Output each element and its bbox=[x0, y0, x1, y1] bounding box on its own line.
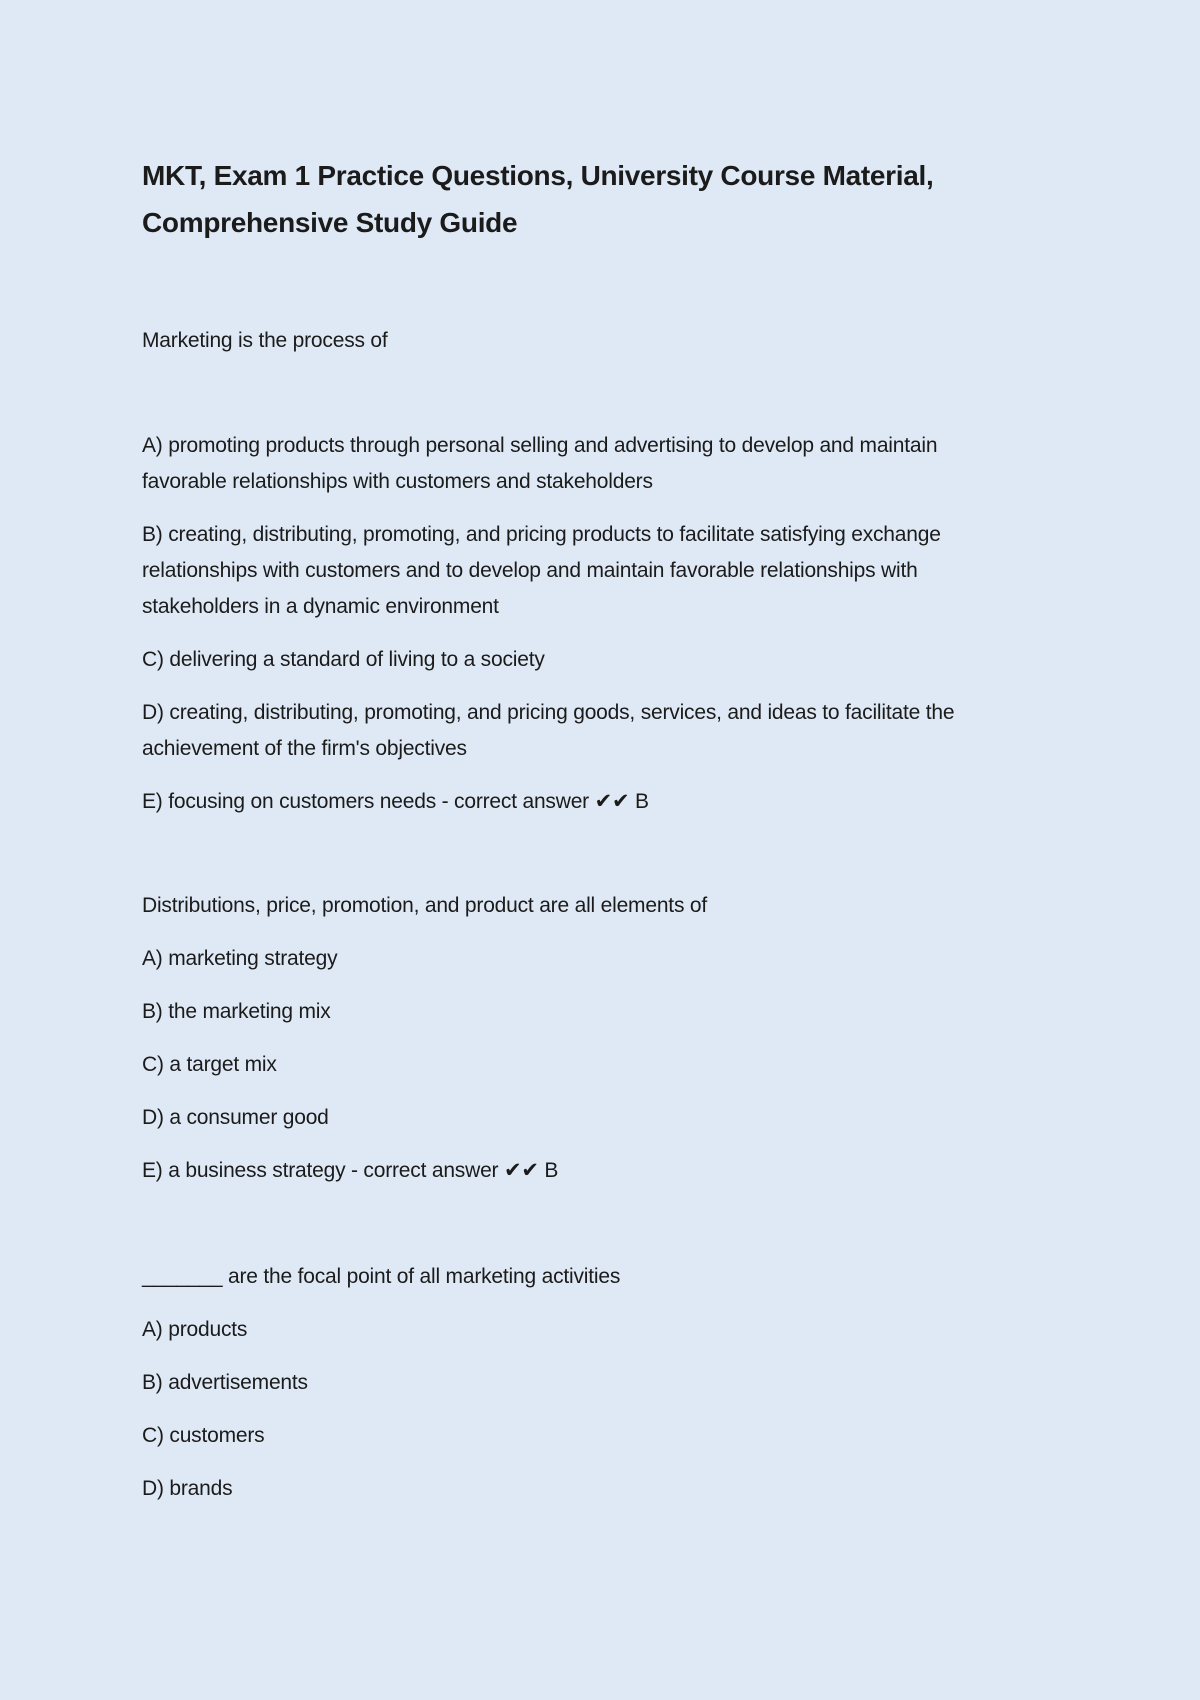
answer-option-e: E) focusing on customers needs - correct answer ✔✔ B bbox=[142, 790, 649, 813]
answer-option-c: C) delivering a standard of living to a society bbox=[142, 648, 545, 671]
answer-option-c: C) a target mix bbox=[142, 1053, 277, 1076]
answer-option-e: E) a business strategy - correct answer ✔✔ B bbox=[142, 1159, 559, 1182]
answer-option-a: A) promoting products through personal selling and advertising to develop and maintain favorable relationships with customers and stakeholders bbox=[142, 434, 938, 493]
answer-option-b: B) advertisements bbox=[142, 1371, 308, 1394]
question-prompt: Distributions, price, promotion, and product are all elements of bbox=[142, 894, 707, 917]
answer-option-d: D) creating, distributing, promoting, and pricing goods, services, and ideas to facilitate the achievement of the firm's objectives bbox=[142, 701, 955, 760]
answer-option-b: B) the marketing mix bbox=[142, 1000, 331, 1023]
question-3 bbox=[142, 1259, 1022, 1507]
answer-option-b: B) creating, distributing, promoting, and pricing products to facilitate satisfying exchange relationships with customers and to develop and maintain favorable relationships with stakeholders in a dynamic environment bbox=[142, 523, 941, 618]
document-title: MKT, Exam 1 Practice Questions, University Course Material, Comprehensive Study Guide bbox=[142, 160, 934, 238]
answer-option-d: D) a consumer good bbox=[142, 1106, 329, 1129]
question-1 bbox=[142, 323, 1022, 820]
answer-option-d: D) brands bbox=[142, 1477, 233, 1500]
answer-option-c: C) customers bbox=[142, 1424, 265, 1447]
answer-option-a: A) marketing strategy bbox=[142, 947, 338, 970]
question-2 bbox=[142, 888, 1022, 1189]
answer-option-a: A) products bbox=[142, 1318, 248, 1341]
question-prompt: Marketing is the process of bbox=[142, 329, 388, 352]
question-prompt: _______ are the focal point of all marketing activities bbox=[142, 1265, 621, 1288]
document-content bbox=[142, 152, 1022, 1507]
